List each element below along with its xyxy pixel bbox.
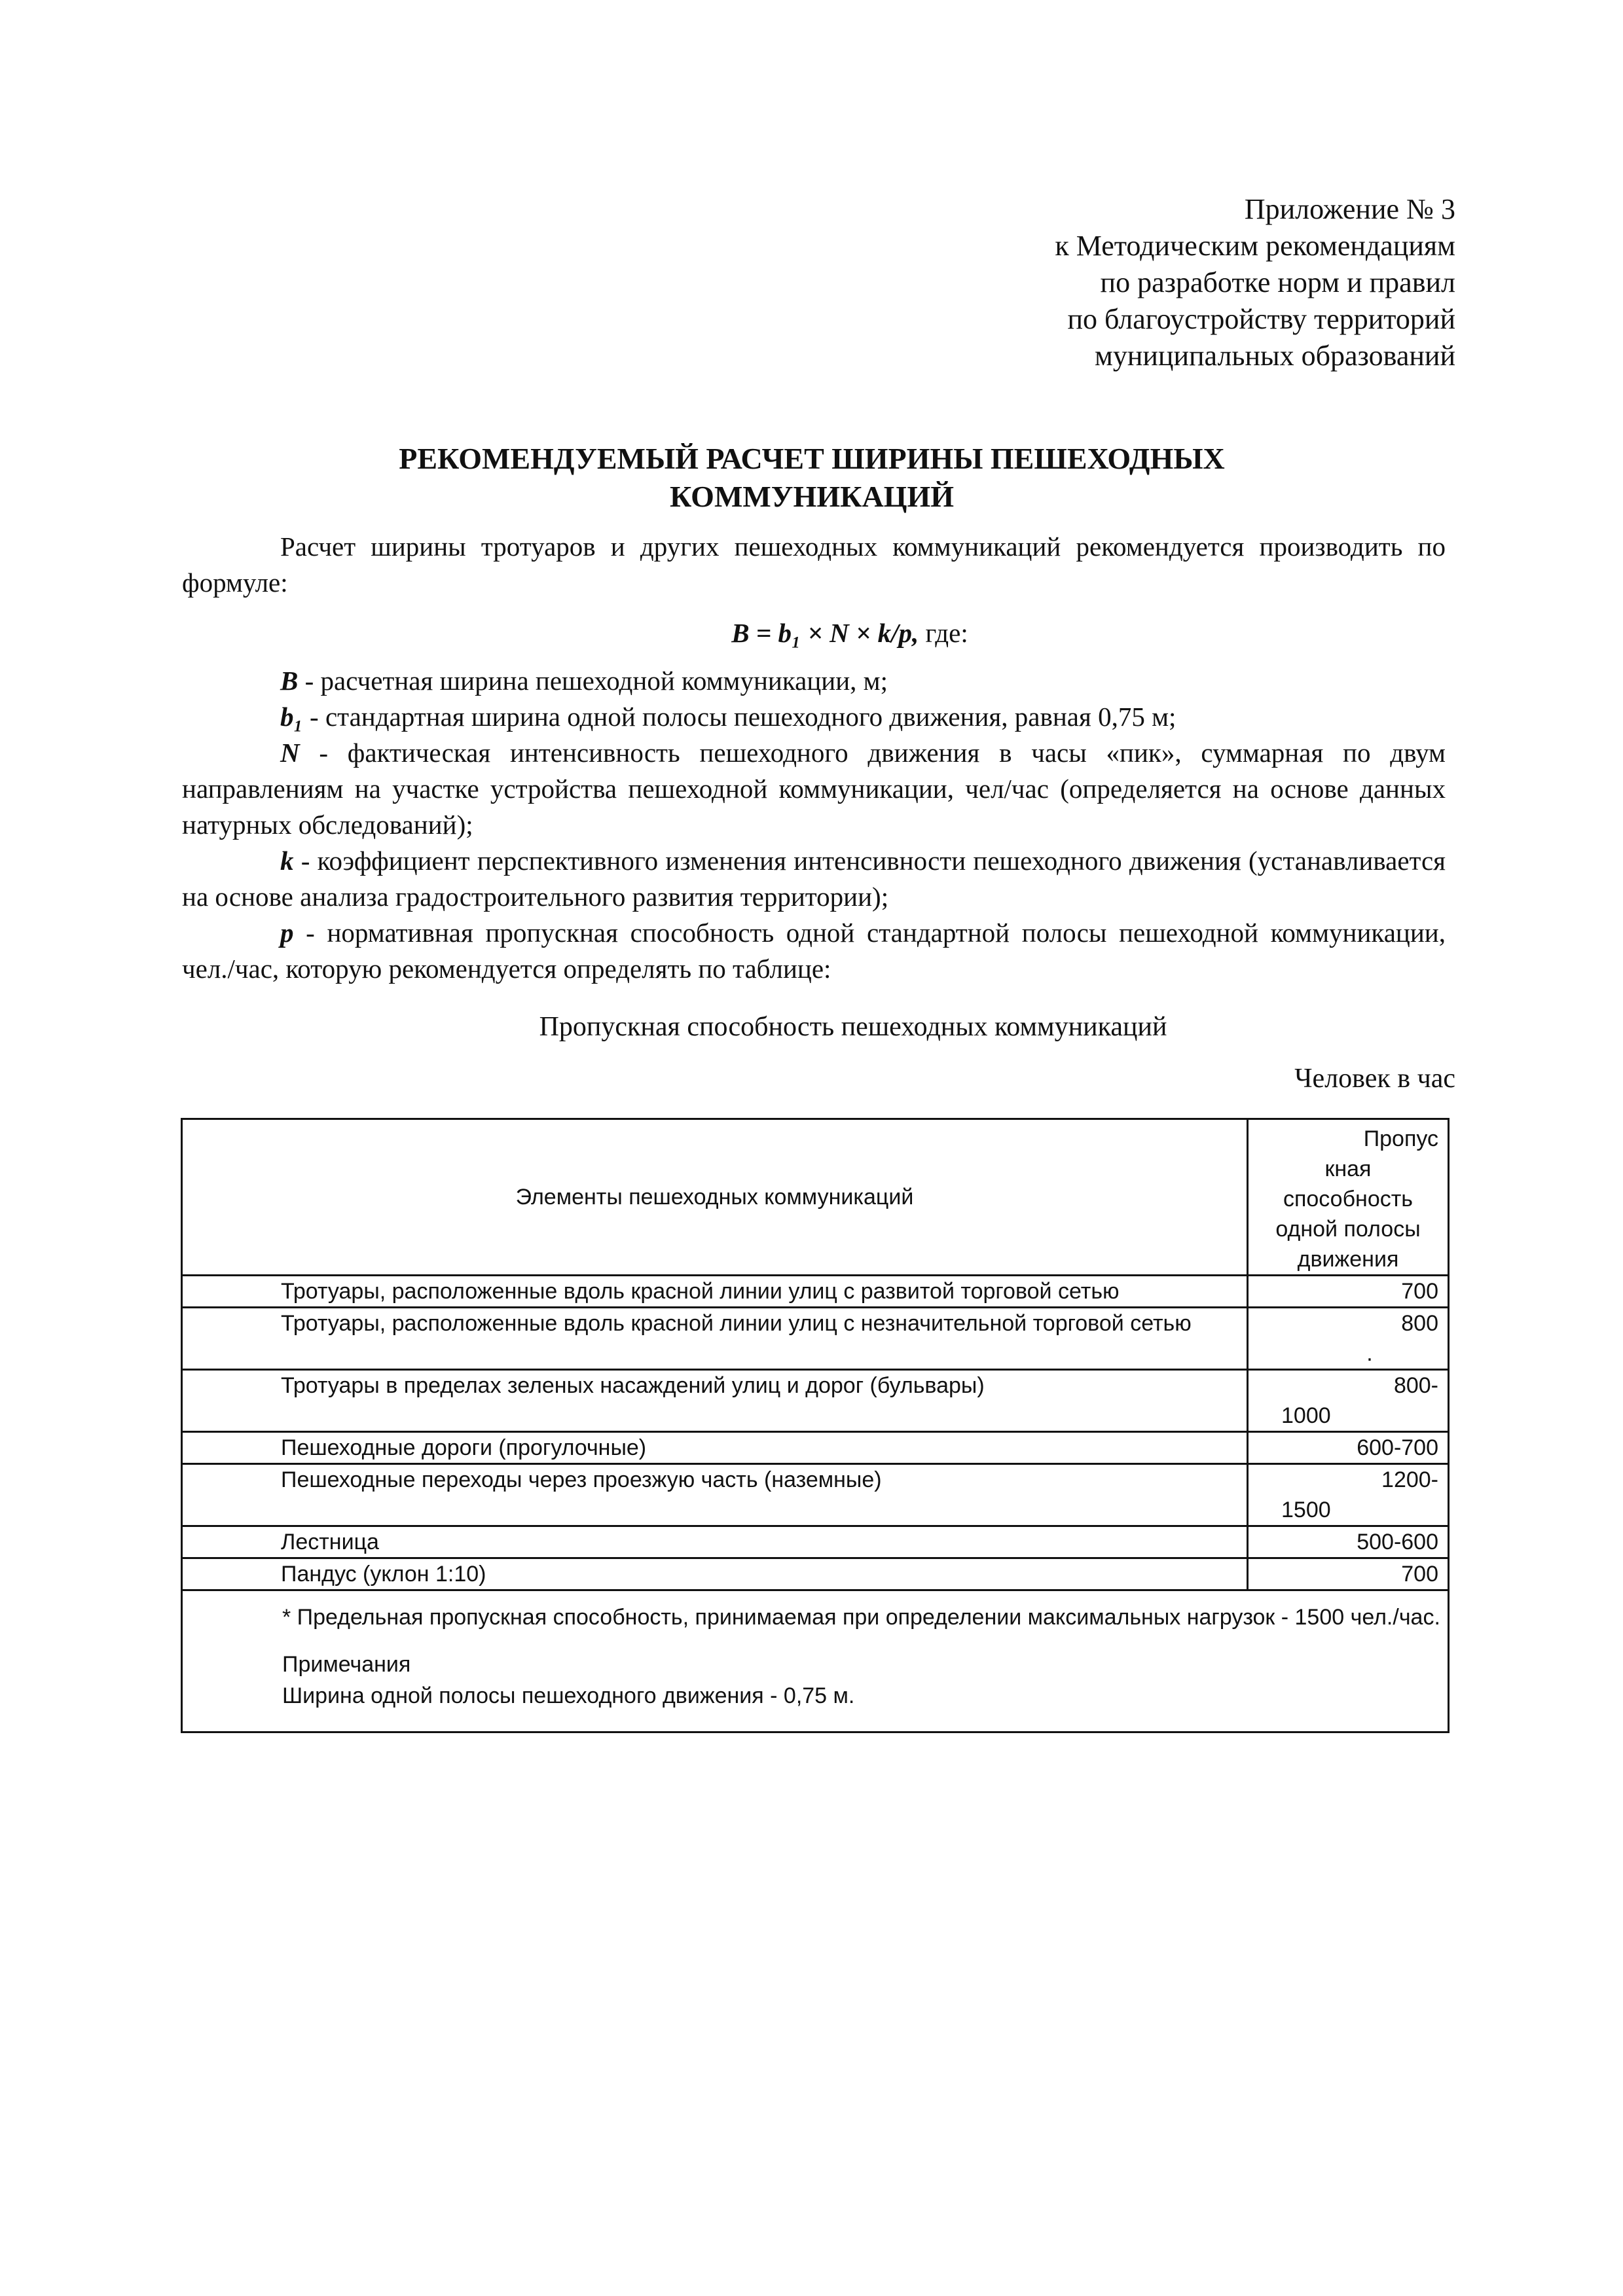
capacity-value: 500-600 [1357, 1530, 1438, 1554]
table-row [183, 1276, 1448, 1308]
formula [182, 615, 1446, 651]
definition-text: - расчетная ширина пешеходной коммуникации, м; [298, 666, 888, 696]
element-cell: Пешеходные переходы через проезжую часть (наземные) [183, 1464, 1248, 1526]
capacity-table-frame [181, 1118, 1450, 1733]
capacity-cell [1248, 1464, 1448, 1526]
table-row [183, 1370, 1448, 1432]
capacity-value: 1000 [1281, 1403, 1331, 1428]
definition-item [182, 843, 1446, 915]
title-line-2: КОММУНИКАЦИЙ [669, 480, 955, 513]
definition-text: - нормативная пропускная способность одной стандартной полосы пешеходной коммуникации, чел./час, которую рекомендуется определять по таблице: [182, 918, 1446, 984]
definition-term: B [280, 666, 299, 696]
header-line: Приложение № 3 [1244, 193, 1455, 225]
capacity-cell [1248, 1432, 1448, 1464]
intro-paragraph: Расчет ширины тротуаров и других пешеходных коммуникаций рекомендуется производить по формуле: [182, 531, 1446, 598]
element-cell: Пешеходные дороги (прогулочные) [183, 1432, 1248, 1464]
table-row [183, 1558, 1448, 1590]
table-row [183, 1308, 1448, 1370]
header-line: по разработке норм и правил [1100, 266, 1455, 298]
definition-item [182, 699, 1446, 735]
definition-term: k [280, 846, 294, 876]
capacity-value: 800- [1393, 1373, 1438, 1398]
capacity-value: 1500 [1281, 1498, 1331, 1522]
table-footer [184, 1603, 1449, 1710]
header-capacity-line: способность [1283, 1187, 1413, 1211]
capacity-table [183, 1120, 1448, 1591]
element-cell: Тротуары, расположенные вдоль красной линии улиц с развитой торговой сетью [183, 1276, 1248, 1308]
element-cell: Тротуары в пределах зеленых насаждений улиц и дорог (бульвары) [183, 1370, 1248, 1432]
table-row [183, 1526, 1448, 1558]
capacity-value: 700 [1401, 1279, 1438, 1304]
capacity-value: 600-700 [1357, 1435, 1438, 1460]
capacity-value: 800 [1401, 1311, 1438, 1336]
definition-item [182, 663, 1446, 699]
table-footnote: * Предельная пропускная способность, принимаемая при определении максимальных нагрузок - 1500 чел./час. [282, 1605, 1440, 1630]
capacity-value-mark: . [1366, 1341, 1373, 1366]
document-title [177, 440, 1447, 516]
header-capacity-line: движения [1297, 1247, 1399, 1272]
formula-expression: B = b₁ × N × k/p, [731, 618, 919, 648]
title-line-1: РЕКОМЕНДУЕМЫЙ РАСЧЕТ ШИРИНЫ ПЕШЕХОДНЫХ [399, 442, 1225, 475]
capacity-cell [1248, 1370, 1448, 1432]
definition-term: N [280, 738, 300, 768]
definition-term: b₁ [280, 702, 303, 732]
header-line: к Методическим рекомендациям [1055, 230, 1455, 262]
capacity-value: 700 [1401, 1562, 1438, 1587]
header-line: муниципальных образований [1094, 340, 1455, 372]
capacity-cell [1248, 1276, 1448, 1308]
element-cell: Тротуары, расположенные вдоль красной линии улиц с незначительной торговой сетью [183, 1308, 1248, 1370]
document-body [182, 529, 1446, 987]
capacity-cell [1248, 1558, 1448, 1590]
definition-term: p [280, 918, 294, 948]
header-capacity [1248, 1120, 1448, 1276]
definition-text: - стандартная ширина одной полосы пешеходного движения, равная 0,75 м; [302, 702, 1176, 732]
capacity-value: 1200- [1381, 1467, 1438, 1492]
notes-title: Примечания [282, 1652, 411, 1677]
appendix-header [1055, 191, 1455, 374]
table-row [183, 1464, 1448, 1526]
notes-text: Ширина одной полосы пешеходного движения - 0,75 м. [282, 1683, 855, 1708]
header-elements: Элементы пешеходных коммуникаций [183, 1120, 1248, 1276]
definition-item [182, 735, 1446, 843]
definition-text: - коэффициент перспективного изменения интенсивности пешеходного движения (устанавливается на основе анализа градостроительного развития территории); [182, 846, 1446, 912]
header-capacity-line: Пропус [1363, 1126, 1438, 1151]
header-line: по благоустройству территорий [1067, 303, 1455, 335]
element-cell: Лестница [183, 1526, 1248, 1558]
table-header-row [183, 1120, 1448, 1276]
capacity-cell [1248, 1308, 1448, 1370]
definition-item [182, 915, 1446, 987]
capacity-cell [1248, 1526, 1448, 1558]
element-cell: Пандус (уклон 1:10) [183, 1558, 1248, 1590]
table-row [183, 1432, 1448, 1464]
header-capacity-line: одной полосы [1275, 1217, 1421, 1242]
definition-text: - фактическая интенсивность пешеходного движения в часы «пик», суммарная по двум направлениям на участке устройства пешеходной коммуникации, чел/час (определяется на основе данных натурных обследований); [182, 738, 1446, 840]
header-capacity-line: кная [1324, 1157, 1372, 1181]
table-caption: Пропускная способность пешеходных коммуникаций [539, 1012, 1167, 1042]
table-unit: Человек в час [1294, 1064, 1455, 1094]
formula-suffix: где: [919, 618, 968, 648]
